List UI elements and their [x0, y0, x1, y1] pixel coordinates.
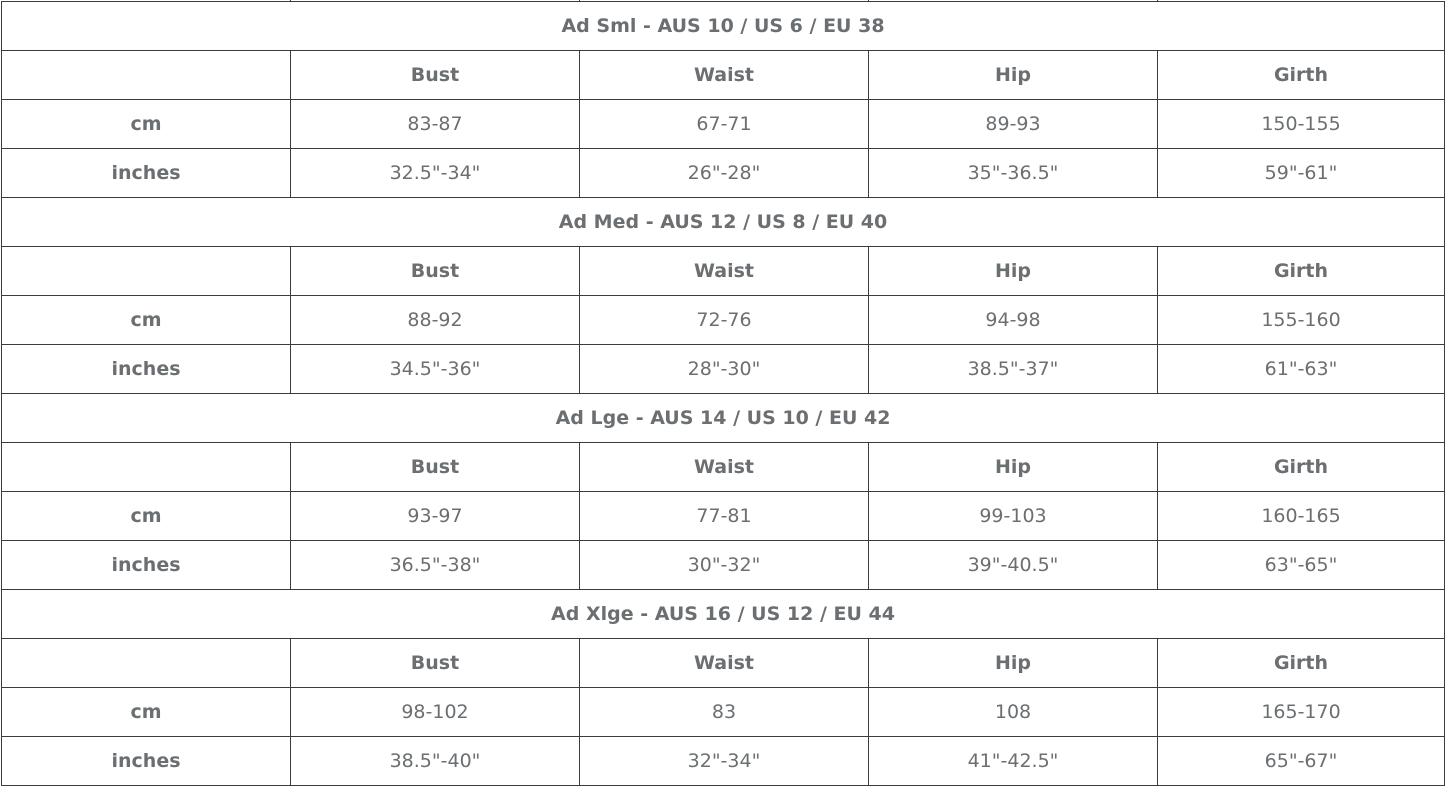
column-header-girth: Girth — [1158, 443, 1445, 492]
hip-inches-value: 41"-42.5" — [869, 737, 1158, 786]
column-header-waist: Waist — [580, 51, 869, 100]
unit-label-cm: cm — [2, 688, 291, 737]
girth-cm-value: 155-160 — [1158, 296, 1445, 345]
column-header-girth: Girth — [1158, 51, 1445, 100]
column-header-girth: Girth — [1158, 639, 1445, 688]
table-row-inches — [2, 345, 1445, 394]
bust-inches-value: 32.5"-34" — [291, 149, 580, 198]
size-group-title: Ad Sml - AUS 10 / US 6 / EU 38 — [2, 2, 1445, 51]
column-header-hip: Hip — [869, 639, 1158, 688]
girth-inches-value: 59"-61" — [1158, 149, 1445, 198]
hip-inches-value: 35"-36.5" — [869, 149, 1158, 198]
table-row-inches — [2, 541, 1445, 590]
waist-inches-value: 28"-30" — [580, 345, 869, 394]
size-group-title: Ad Med - AUS 12 / US 8 / EU 40 — [2, 198, 1445, 247]
hip-cm-value: 89-93 — [869, 100, 1158, 149]
unit-label-inches: inches — [2, 345, 291, 394]
bust-inches-value: 34.5"-36" — [291, 345, 580, 394]
hip-cm-value: 108 — [869, 688, 1158, 737]
waist-inches-value: 30"-32" — [580, 541, 869, 590]
header-blank-cell — [2, 247, 291, 296]
size-group-title-row — [2, 2, 1445, 51]
size-group-title: Ad Lge - AUS 14 / US 10 / EU 42 — [2, 394, 1445, 443]
unit-label-cm: cm — [2, 492, 291, 541]
column-header-row — [2, 639, 1445, 688]
header-blank-cell — [2, 443, 291, 492]
column-header-bust: Bust — [291, 443, 580, 492]
hip-cm-value: 94-98 — [869, 296, 1158, 345]
size-chart-table — [1, 1, 1445, 786]
column-header-hip: Hip — [869, 443, 1158, 492]
size-group-title-row — [2, 590, 1445, 639]
header-blank-cell — [2, 51, 291, 100]
column-header-waist: Waist — [580, 639, 869, 688]
table-row-cm — [2, 100, 1445, 149]
column-header-waist: Waist — [580, 247, 869, 296]
column-header-hip: Hip — [869, 247, 1158, 296]
header-blank-cell — [2, 639, 291, 688]
unit-label-cm: cm — [2, 296, 291, 345]
column-header-row — [2, 247, 1445, 296]
bust-inches-value: 36.5"-38" — [291, 541, 580, 590]
table-row-inches — [2, 149, 1445, 198]
girth-inches-value: 65"-67" — [1158, 737, 1445, 786]
bust-cm-value: 93-97 — [291, 492, 580, 541]
size-group-title: Ad Xlge - AUS 16 / US 12 / EU 44 — [2, 590, 1445, 639]
hip-inches-value: 38.5"-37" — [869, 345, 1158, 394]
column-header-bust: Bust — [291, 639, 580, 688]
column-header-bust: Bust — [291, 247, 580, 296]
bust-cm-value: 88-92 — [291, 296, 580, 345]
waist-cm-value: 67-71 — [580, 100, 869, 149]
column-header-row — [2, 443, 1445, 492]
waist-inches-value: 26"-28" — [580, 149, 869, 198]
table-row-cm — [2, 688, 1445, 737]
column-header-girth: Girth — [1158, 247, 1445, 296]
size-group-title-row — [2, 394, 1445, 443]
bust-cm-value: 98-102 — [291, 688, 580, 737]
hip-inches-value: 39"-40.5" — [869, 541, 1158, 590]
column-header-hip: Hip — [869, 51, 1158, 100]
bust-cm-value: 83-87 — [291, 100, 580, 149]
table-row-inches — [2, 737, 1445, 786]
waist-cm-value: 83 — [580, 688, 869, 737]
unit-label-inches: inches — [2, 541, 291, 590]
size-group-title-row — [2, 198, 1445, 247]
girth-cm-value: 150-155 — [1158, 100, 1445, 149]
waist-cm-value: 77-81 — [580, 492, 869, 541]
bust-inches-value: 38.5"-40" — [291, 737, 580, 786]
table-row-cm — [2, 492, 1445, 541]
girth-inches-value: 61"-63" — [1158, 345, 1445, 394]
unit-label-inches: inches — [2, 149, 291, 198]
girth-inches-value: 63"-65" — [1158, 541, 1445, 590]
column-header-row — [2, 51, 1445, 100]
table-row-cm — [2, 296, 1445, 345]
unit-label-cm: cm — [2, 100, 291, 149]
waist-inches-value: 32"-34" — [580, 737, 869, 786]
girth-cm-value: 165-170 — [1158, 688, 1445, 737]
column-header-waist: Waist — [580, 443, 869, 492]
girth-cm-value: 160-165 — [1158, 492, 1445, 541]
unit-label-inches: inches — [2, 737, 291, 786]
hip-cm-value: 99-103 — [869, 492, 1158, 541]
column-header-bust: Bust — [291, 51, 580, 100]
waist-cm-value: 72-76 — [580, 296, 869, 345]
